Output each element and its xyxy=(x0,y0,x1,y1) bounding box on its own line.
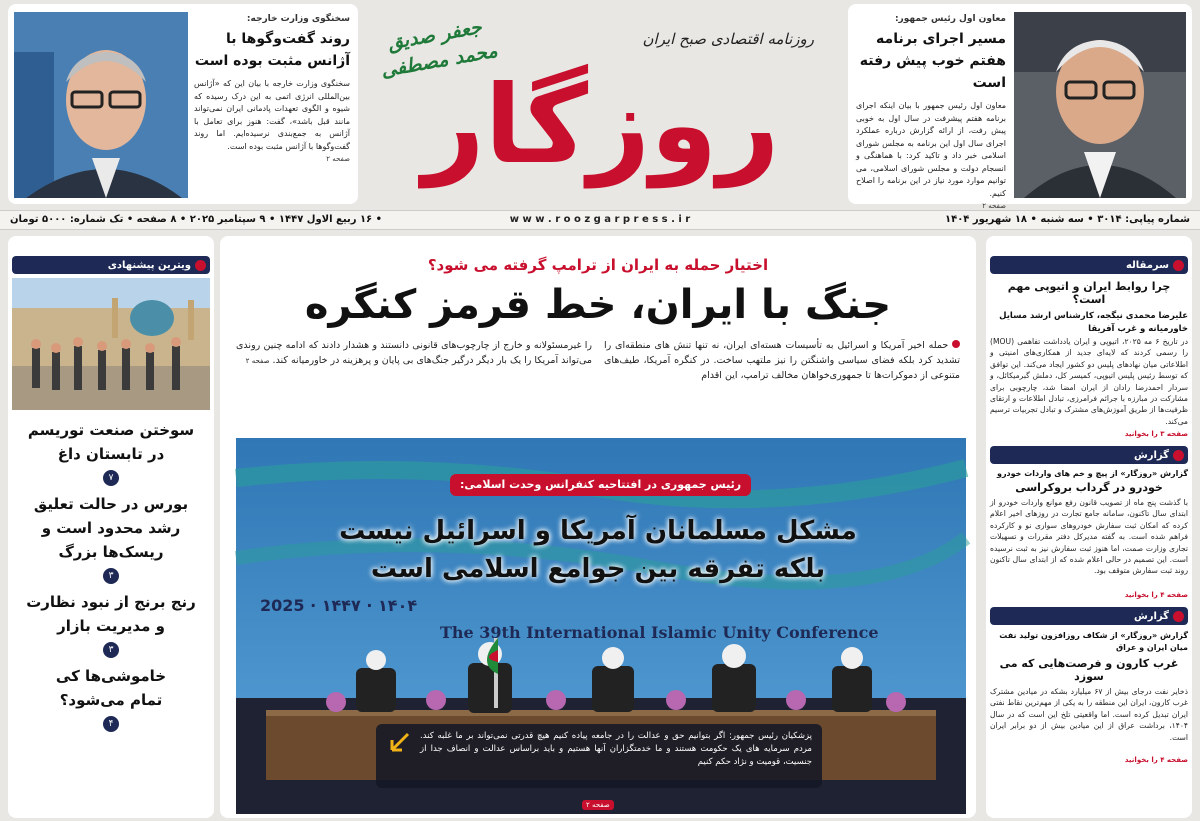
top-right-photo xyxy=(1014,12,1186,198)
right-section-header-2 xyxy=(990,446,1188,464)
tourism-photo xyxy=(12,278,210,410)
top-right-story[interactable] xyxy=(848,4,1192,210)
left-section-header xyxy=(12,256,210,274)
top-left-page-ref[interactable]: صفحه ۲ xyxy=(326,155,350,163)
top-left-headline[interactable]: روند گفت‌وگوها با آژانس مثبت بوده است xyxy=(194,31,350,69)
report2-page-ref[interactable]: صفحه ۴ را بخوانید xyxy=(1124,756,1188,764)
main-body-left xyxy=(236,338,592,383)
top-right-kicker: معاون اول رئیس جمهور: xyxy=(894,14,1006,24)
bullet-icon xyxy=(1173,260,1184,271)
report-body: با گذشت پنج ماه از تصویب قانون رفع موانع واردات خودرو از ابتدای سال تاکنون، سامانه جامع تجارت در روزهای اخیر اعلام کرده که امکان ثبت سفارش خودروهای سواری نو و کارکرده فراهم شده است. به گفته مدیرکل دفتر مقررات و تسهیلات تجاری وزارت صمت، اما هنوز ثبت سفارش نیز به ثبت نرسیده است. این تصمیم در حالی اعلام شده که از ابتدای سال تاکنون روند ثبت سفارش متوقف بود. xyxy=(990,498,1188,576)
issue-strip xyxy=(0,210,1200,230)
issue-info-right: شماره پیاپی: ۳۰۱۴ • سه شنبه • ۱۸ شهریور ۱۴۰۴ xyxy=(944,214,1190,225)
right-section-label: گزارش xyxy=(1133,610,1169,622)
editorial-headline[interactable]: چرا روابط ایران و اتیوپی مهم است؟ xyxy=(1007,280,1171,306)
right-column xyxy=(986,236,1192,818)
main-kicker[interactable]: اختیار حمله به ایران از ترامپ گرفته می شود؟ xyxy=(427,256,769,274)
top-left-story[interactable] xyxy=(8,4,358,204)
right-section-label: سرمقاله xyxy=(1125,259,1169,271)
page-badge: ۳ xyxy=(103,642,119,658)
newspaper-tagline: روزنامه اقتصادی صبح ایران xyxy=(642,30,814,48)
right-section-label: گزارش xyxy=(1133,449,1169,461)
left-item-headline[interactable]: سوختن صنعت توریسم در تابستان داغ xyxy=(27,421,195,463)
top-left-kicker: سخنگوی وزارت خارجه: xyxy=(246,14,350,24)
report-page-ref[interactable]: صفحه ۴ را بخوانید xyxy=(1124,591,1188,599)
caption-text: پزشکیان رئیس جمهور: اگر بتوانیم حق و عدالت را در جامعه پیاده کنیم هیچ قدرتی نمی‌تواند بر ما غلبه کند. مردم سرمایه های یک حکومت هستند و ما خدمتگزاران آنها هستیم و باید براساس عدالت و انصاف جدا از جنسیت، قومیت و نژاد حکم کنیم xyxy=(420,731,812,767)
left-item-3[interactable] xyxy=(8,590,214,658)
bullet-icon xyxy=(1173,611,1184,622)
editorial-byline: علیرضا محمدی نیگجه، کارشناس ارشد مسایل خاورمیانه و غرب آفریقا xyxy=(999,311,1188,334)
photo-headline-line1[interactable]: مشکل مسلمانان آمریکا و اسرائیل نیست xyxy=(339,516,857,546)
page-badge: ۴ xyxy=(103,716,119,732)
masthead-center xyxy=(362,0,840,208)
photo-caption-box[interactable] xyxy=(376,724,822,788)
bullet-icon xyxy=(1173,450,1184,461)
page-badge: ۳ xyxy=(103,568,119,584)
top-right-headline[interactable]: مسیر اجرای برنامه هفتم خوب پیش رفته است xyxy=(859,31,1006,91)
top-left-photo xyxy=(14,12,188,198)
main-body-left-text: را غیرمسئولانه و خارج از چارچوب‌های قانونی دانستند و هشدار دادند که ادامه چنین روندی می‌تواند آمریکا را یک بار دیگر درگیر جنگ‌های بی پایان و پرهزینه در خاورمیانه کند. xyxy=(236,340,592,366)
top-right-body: معاون اول رئیس جمهور با بیان اینکه اجرای برنامه هفتم پیشرفت در سال اول به خوبی پیش رفت، از ارائه گزارش درباره عملکرد اجرای سال اول این برنامه به مجلس شورای اسلامی خبر داد و تاکید کرد: با هماهنگی و انسجام دولت و مجلس شورای اسلامی، می توانیم موارد مورد نیاز در این برنامه را اصلاح کنیم. xyxy=(856,101,1006,198)
page-badge: ۷ xyxy=(103,470,119,486)
photo-kicker[interactable]: رئیس جمهوری در افتتاحیه کنفرانس وحدت اسلامی: xyxy=(450,474,751,496)
banner-text: The 39th International Islamic Unity Conference xyxy=(440,623,879,642)
main-headline[interactable]: جنگ با ایران، خط قرمز کنگره xyxy=(304,282,892,328)
main-body-right-text: حمله اخیر آمریکا و اسرائیل به تأسیسات هسته‌ای ایران، نه تنها تنش های منطقه‌ای را تشدید کرد بلکه فضای سیاسی واشنگتن را نیز ملتهب ساخت. در کنگره آمریکا، طیف‌های متنوعی از دموکرات‌ها تا جمهوری‌خواهان مخالف ترامپ، این اقدام xyxy=(604,340,960,381)
top-right-page-ref[interactable]: صفحه ۲ xyxy=(982,202,1006,210)
photo-headline-line2[interactable]: بلکه تفرقه بین جوامع اسلامی است xyxy=(370,554,826,584)
signature-calligraphy: جعفر صدیق محمد مصطفی xyxy=(379,16,500,82)
website-url[interactable]: w w w . r o o z g a r p r e s s . i r xyxy=(509,214,691,225)
main-story xyxy=(220,236,976,818)
left-item-2[interactable] xyxy=(8,492,214,584)
left-item-headline[interactable]: بورس در حالت تعلیق رشد محدود است و ریسک‌ها بزرگ xyxy=(33,495,189,561)
photo-page-ref[interactable]: صفحه ۲ xyxy=(582,800,614,810)
arrow-icon xyxy=(386,730,412,756)
main-body-right xyxy=(604,338,960,383)
right-section-header-1 xyxy=(990,256,1188,274)
main-page-ref[interactable]: صفحه ۲ xyxy=(245,357,270,365)
report2-headline[interactable]: غرب کارون و فرصت‌هایی که می سوزد xyxy=(999,657,1179,683)
left-item-headline[interactable]: خاموشی‌ها کی تمام می‌شود؟ xyxy=(55,667,167,709)
issue-info-left: • ۱۶ ربیع الاول ۱۴۴۷ • ۹ سپتامبر ۲۰۲۵ • ۸ صفحه • تک شماره: ۵۰۰۰ تومان xyxy=(10,214,383,225)
left-item-4[interactable] xyxy=(8,664,214,732)
report2-body: ذخایر نفت درجای بیش از ۶۷ میلیارد بشکه در میادین مشترک غرب کارون، ایران این منطقه را به یکی از مهم‌ترین نقاط نفتی ایران تبدیل کرده است. اما واقعیتی تلخ این است که در سال ۱۴۰۴، برداشت عراق از این میادین بیش از دو برابر ایران است. xyxy=(990,687,1188,742)
report-headline[interactable]: خودرو در گرداب بروکراسی xyxy=(1015,481,1163,494)
newspaper-logo[interactable]: روزگار xyxy=(422,63,780,188)
left-section-title: ویترین پیشنهادی xyxy=(107,259,191,271)
right-section-header-3 xyxy=(990,607,1188,625)
editorial-body: در تاریخ ۶ مه ۲۰۲۵، اتیوپی و ایران یادداشت تفاهمی (MOU) را رسمی کردند که لایه‌ای جدید از همکاری‌های امنیتی و اطلاعاتی میان نهادهای پلیس دو کشور ایجاد می‌کند. این توافق که توسط رئیس پلیس اتیوپی، کمیسر کل، دملش گبرمیکائل، و سردار احمدرضا رادان از ایران امضا شد، چارچوبی برای مشارکت در مبارزه با جرائم فرامرزی، تبادل اطلاعات و ارتقای ظرفیت‌ها از طریق آموزش‌های مشترک و تبادل تجربیات ترسیم می‌کند. xyxy=(990,337,1188,426)
bullet-icon xyxy=(952,340,960,348)
report2-kicker: گزارش «روزگار» از شکاف روزافزون تولید نفت میان ایران و عراق xyxy=(999,631,1188,652)
left-item-1[interactable] xyxy=(8,418,214,486)
top-left-body: سخنگوی وزارت خارجه با بیان این که «آژانس بین‌المللی انرژی اتمی به این درک رسیده که شیوه و الگوی تعهدات پادمانی ایران نمی‌تواند مانند قبل باشد»، گفت: هنوز برای تعامل با آژانس به جمع‌بندی نرسیده‌ایم. اما روند گفت‌وگوها با آژانس مثبت بوده است. xyxy=(194,79,350,151)
banner-years: 2025 · ۱۴۴۷ · ۱۴۰۴ xyxy=(260,596,418,615)
bullet-icon xyxy=(195,260,206,271)
report-kicker: گزارش «روزگار» از پیچ و خم های واردات خودرو xyxy=(996,469,1188,478)
left-column xyxy=(8,236,214,818)
editorial-page-ref[interactable]: صفحه ۳ را بخوانید xyxy=(1124,430,1188,438)
left-item-headline[interactable]: رنج برنج از نبود نظارت و مدیریت بازار xyxy=(26,593,196,635)
